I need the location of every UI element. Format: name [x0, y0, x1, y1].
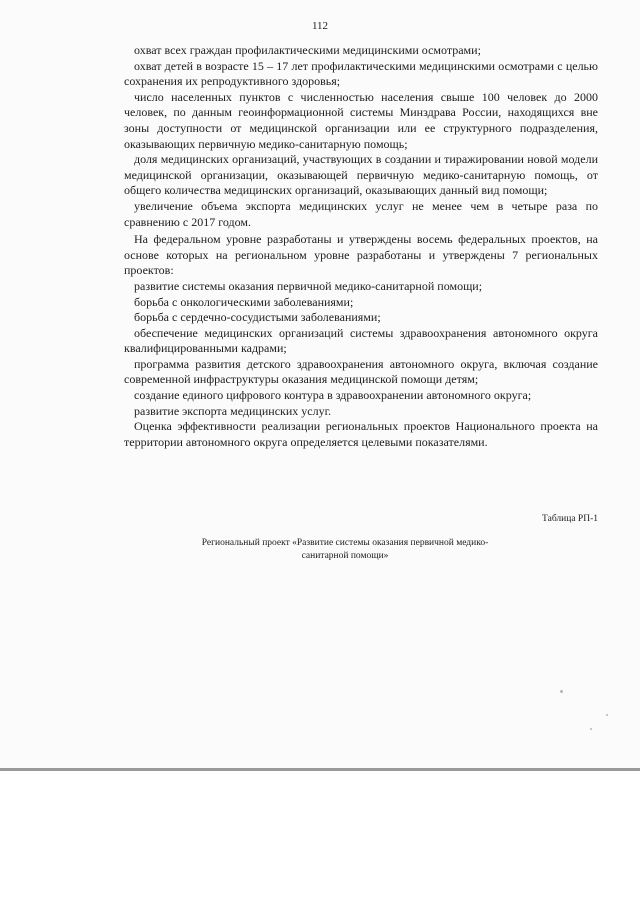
list-item-child-health: программа развития детского здравоохранения автономного округа, включая создание современной инфраструктуры оказания медицинской помощи детям; [124, 356, 598, 387]
paragraph-children-checkups: охват детей в возрасте 15 – 17 лет профилактическими медицинскими осмотрами с целью сохранения их репродуктивного здоровья; [124, 58, 598, 89]
table-reference: Таблица РП-1 [542, 514, 598, 524]
scan-speck [560, 690, 563, 693]
body-text [124, 43, 598, 450]
list-item-staffing: обеспечение медицинских организаций системы здравоохранения автономного округа квалифицированными кадрами; [124, 325, 598, 356]
paragraph-checkups-coverage: охват всех граждан профилактическими медицинскими осмотрами; [134, 43, 481, 57]
list-item-cardio: борьба с сердечно-сосудистыми заболеваниями; [134, 310, 381, 325]
paragraph-export-growth: увеличение объема экспорта медицинских услуг не менее чем в четыре раза по сравнению с 2017 годом. [124, 198, 598, 229]
paragraph-efficiency: Оценка эффективности реализации региональных проектов Национального проекта на территории автономного округа определяется целевыми показателями. [124, 419, 598, 449]
scan-bottom-edge [0, 768, 640, 771]
list-item-primary-care: развитие системы оказания первичной медико-санитарной помощи; [134, 278, 483, 293]
list-item-oncology: борьба с онкологическими заболеваниями; [134, 294, 354, 309]
paragraph-settlements: число населенных пунктов с численностью населения свыше 100 человек до 2000 человек, по данным геоинформационной системы Минздрава России, находящихся вне зоны доступности от медицинской организации или ее структурного подразделения, оказывающих первичную медико-санитарную помощь; [124, 89, 598, 151]
scan-speck [606, 714, 608, 716]
scan-speck [590, 728, 592, 730]
paragraph-federal-projects: На федеральном уровне разработаны и утверждены восемь федеральных проектов, на основе которых на региональном уровне разработаны и утверждены 7 региональных проектов: [124, 232, 598, 278]
page-number: 112 [311, 20, 329, 32]
paragraph-org-share: доля медицинских организаций, участвующих в создании и тиражировании новой модели медицинской организации, оказывающей первичную медико-санитарную помощь, от общего количества медицинских организаций, оказывающих данный вид помощи; [124, 152, 598, 198]
list-item-medical-export: развитие экспорта медицинских услуг. [134, 403, 332, 418]
list-item-digital-contour: создание единого цифрового контура в здравоохранении автономного округа; [134, 388, 532, 403]
project-title: Региональный проект «Развитие системы оказания первичной медико-санитарной помощи» [201, 538, 489, 561]
